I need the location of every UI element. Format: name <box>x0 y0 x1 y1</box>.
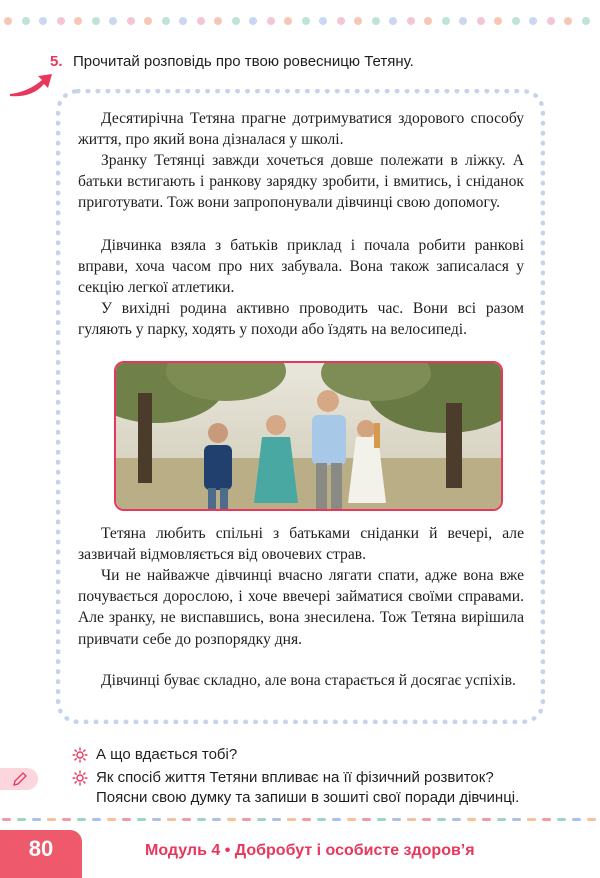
decorative-dash <box>527 818 536 821</box>
decorative-dot <box>214 17 222 25</box>
decorative-dash <box>287 818 296 821</box>
decorative-dash <box>392 818 401 821</box>
decorative-dot <box>39 17 47 25</box>
decorative-dot <box>477 17 485 25</box>
module-title: Модуль 4 • Добробут і особисте здоров’я <box>145 842 475 859</box>
decorative-dash <box>542 818 551 821</box>
decorative-dot <box>109 17 117 25</box>
decorative-dash <box>122 818 131 821</box>
decorative-dash <box>212 818 221 821</box>
story-paragraph: Тетяна любить спільні з батьками сніданки й вечері, але зазвичай відмовляється від овочевих страв. <box>78 525 524 564</box>
decorative-dot <box>494 17 502 25</box>
pencil-icon <box>12 771 28 787</box>
decorative-dot <box>564 17 572 25</box>
decorative-dot <box>442 17 450 25</box>
decorative-dot <box>144 17 152 25</box>
decorative-dash <box>452 818 461 821</box>
decorative-dash <box>167 818 176 821</box>
decorative-dot <box>372 17 380 25</box>
decorative-dash <box>482 818 491 821</box>
decorative-dot <box>127 17 135 25</box>
decorative-dot <box>284 17 292 25</box>
decorative-dash <box>512 818 521 821</box>
decorative-dash <box>227 818 236 821</box>
decorative-dash <box>242 818 251 821</box>
decorative-dash <box>17 818 26 821</box>
decorative-dot <box>4 17 12 25</box>
decorative-dash <box>407 818 416 821</box>
decorative-dash <box>2 818 11 821</box>
decorative-dash <box>332 818 341 821</box>
decorative-dot <box>57 17 65 25</box>
decorative-dash <box>437 818 446 821</box>
decorative-dash <box>272 818 281 821</box>
story-paragraph: Чи не найважче дівчинці вчасно лягати спати, адже вона вже почувається дорослою, і хоче ввечері займатися своїми справами. Але зранку, не виспавшись, вона знесилена. Тож Тетяна вирішила привчати себе до розпорядку дня. <box>78 567 524 648</box>
sun-icon <box>72 770 88 786</box>
family-photo <box>114 361 503 511</box>
decorative-dot <box>22 17 30 25</box>
decorative-dot <box>389 17 397 25</box>
decorative-dash <box>557 818 566 821</box>
decorative-dot <box>354 17 362 25</box>
decorative-dash <box>92 818 101 821</box>
story-paragraph: Дівчинка взяла з батьків приклад і почала робити ранкові вправи, хоча часом про них забувала. Вона також записалася у секцію легкої атлетики. <box>78 237 524 297</box>
decorative-dot <box>302 17 310 25</box>
decorative-dot <box>582 17 590 25</box>
decorative-dash <box>377 818 386 821</box>
decorative-dot <box>337 17 345 25</box>
decorative-dot <box>424 17 432 25</box>
decorative-dash <box>317 818 326 821</box>
task-instruction: Прочитай розповідь про твою ровесницю Тетяну. <box>73 53 414 70</box>
decorative-dash <box>197 818 206 821</box>
arrow-icon <box>8 70 52 100</box>
decorative-dot <box>232 17 240 25</box>
decorative-dash <box>347 818 356 821</box>
decorative-dash <box>152 818 161 821</box>
decorative-dash <box>497 818 506 821</box>
decorative-dot <box>162 17 170 25</box>
decorative-dash <box>572 818 581 821</box>
task-number: 5. <box>50 53 63 70</box>
decorative-dash <box>467 818 476 821</box>
decorative-dash <box>257 818 266 821</box>
decorative-dot <box>249 17 257 25</box>
decorative-dash <box>77 818 86 821</box>
story-paragraph: Дівчинці буває складно, але вона старається й досягає успіхів. <box>101 672 516 689</box>
story-paragraph: Десятирічна Тетяна прагне дотримуватися здорового способу життя, про який вона дізналася у школі. <box>78 110 524 149</box>
decorative-dash <box>182 818 191 821</box>
story-paragraph: Зранку Тетянці завжди хочеться довше полежати в ліжку. А батьки встигають і ранкову зарядку зробити, і вмитись, і сніданок приготувати. Тож вони запропонували дівчинці свою допомогу. <box>78 152 524 212</box>
decorative-dot <box>197 17 205 25</box>
pencil-tab <box>0 768 38 790</box>
decorative-dash <box>62 818 71 821</box>
decorative-dot <box>547 17 555 25</box>
decorative-dash <box>362 818 371 821</box>
decorative-dot <box>459 17 467 25</box>
question-text: А що вдається тобі? <box>96 746 238 763</box>
top-decorative-dots <box>0 17 600 27</box>
decorative-dash <box>137 818 146 821</box>
decorative-dash <box>422 818 431 821</box>
decorative-dot <box>179 17 187 25</box>
decorative-dot <box>407 17 415 25</box>
decorative-dot <box>319 17 327 25</box>
decorative-dash <box>107 818 116 821</box>
question-text: Як спосіб життя Тетяни впливає на її фізичний розвиток? Поясни свою думку та запиши в зошиті свої поради дівчинці. <box>96 769 520 806</box>
decorative-dash <box>587 818 596 821</box>
decorative-dot <box>529 17 537 25</box>
bottom-decorative-dashes <box>0 818 600 822</box>
page-number: 80 <box>28 836 54 861</box>
decorative-dash <box>302 818 311 821</box>
sun-icon <box>72 747 88 763</box>
decorative-dot <box>512 17 520 25</box>
story-paragraph: У вихідні родина активно проводить час. Вони всі разом гуляють у парку, ходять у походи або їздять на велосипеді. <box>78 300 524 339</box>
decorative-dot <box>74 17 82 25</box>
decorative-dash <box>47 818 56 821</box>
decorative-dot <box>267 17 275 25</box>
decorative-dash <box>32 818 41 821</box>
decorative-dot <box>92 17 100 25</box>
